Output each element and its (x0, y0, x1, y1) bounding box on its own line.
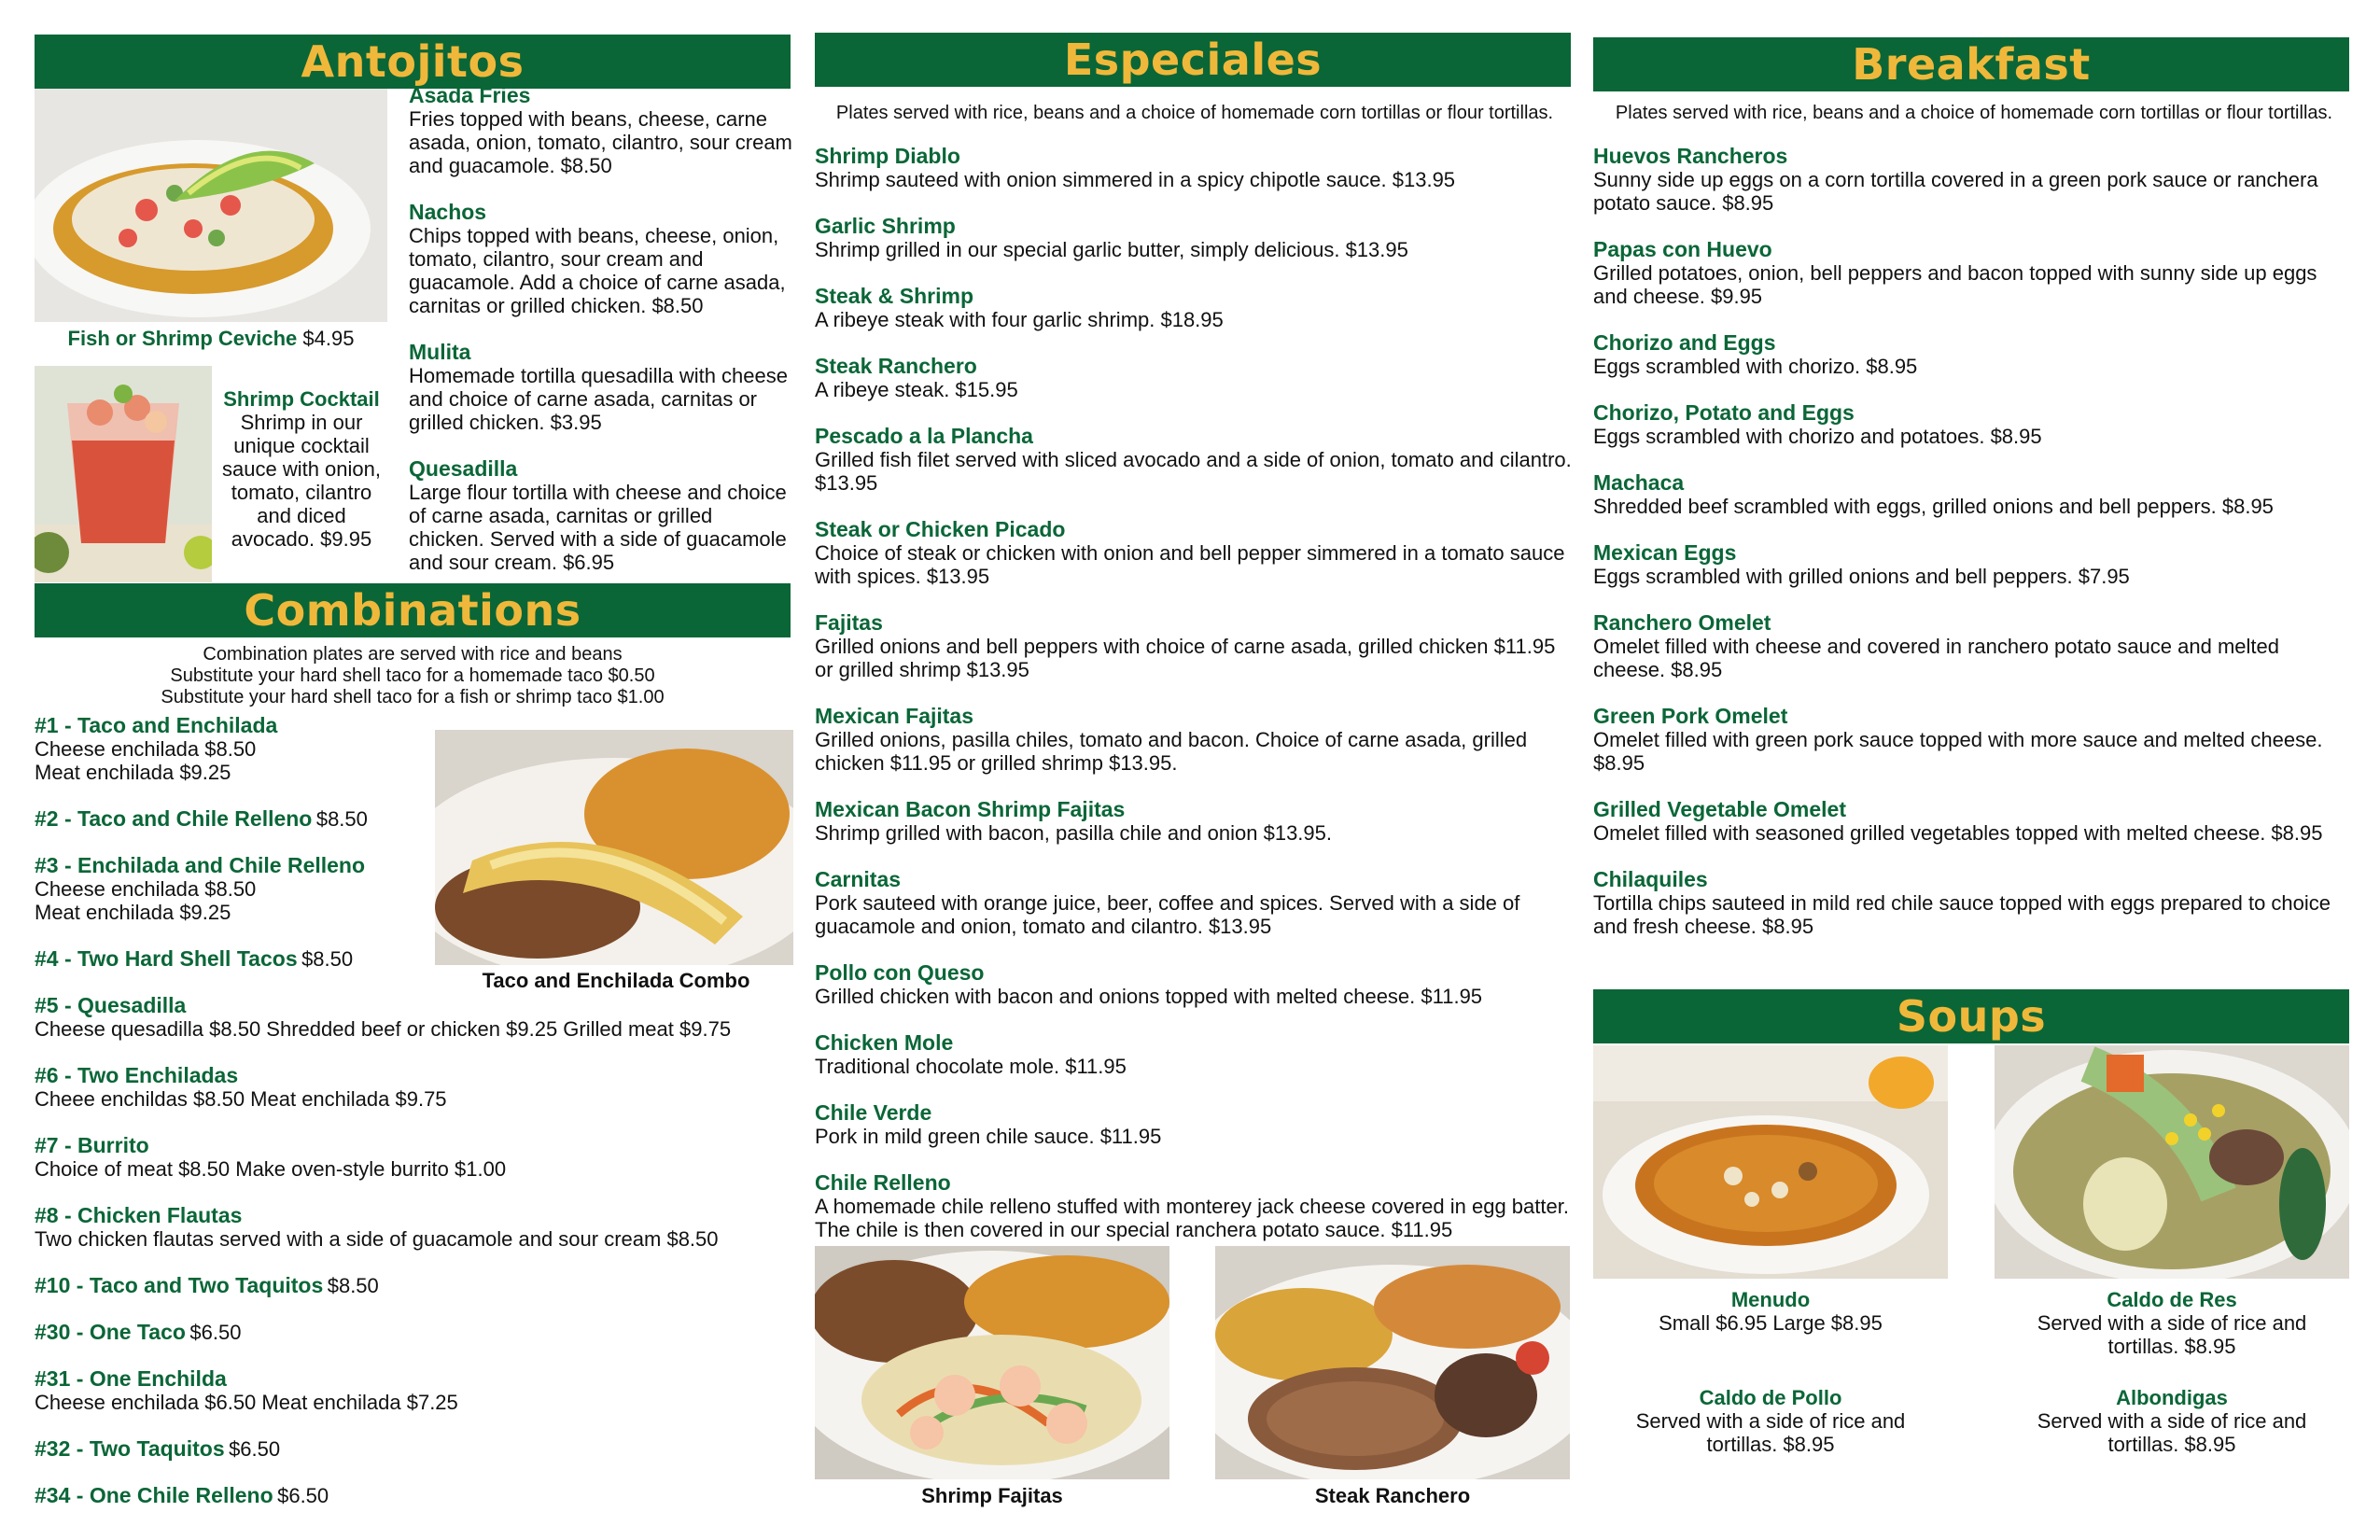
combo-item (35, 807, 800, 831)
especiales-title: Especiales (1063, 35, 1323, 85)
combo-item (35, 1204, 800, 1251)
item-desc: Cheese enchilada $8.50 Meat enchilada $9.25 (35, 877, 257, 924)
intro-line: Substitute your hard shell taco for a fish or shrimp taco $1.00 (161, 687, 665, 707)
item-name: #30 - One Taco (35, 1320, 186, 1344)
ceviche-price: $4.95 (302, 327, 355, 350)
especial-item (815, 215, 1575, 261)
item-name: Green Pork Omelet (1593, 704, 1788, 728)
especial-item (815, 1101, 1575, 1148)
breakfast-item (1593, 868, 2354, 938)
ceviche-name: Fish or Shrimp Ceviche (67, 327, 298, 350)
item-name: #6 - Two Enchiladas (35, 1063, 239, 1087)
item-name: Huevos Rancheros (1593, 144, 1788, 168)
breakfast-banner (1593, 37, 2349, 91)
especial-item (815, 705, 1575, 775)
item-name: Chilaquiles (1593, 867, 1708, 891)
item-name: #2 - Taco and Chile Relleno (35, 806, 313, 831)
ceviche-caption (35, 327, 387, 350)
combinations-list (35, 714, 800, 1507)
item-desc: Large flour tortilla with cheese and choice of carne asada, carnitas or grilled chicken. Served with a side of guacamole and sour cream. $6.95 (409, 481, 787, 574)
shrimp-fajitas-photo (815, 1246, 1169, 1479)
breakfast-item (1593, 145, 2354, 215)
soup-desc: Served with a side of rice and tortillas. $8.95 (2037, 1311, 2307, 1358)
item-price: $6.50 (229, 1437, 281, 1461)
item-desc: Cheese quesadilla $8.50 Shredded beef or chicken $9.25 Grilled meat $9.75 (35, 1017, 732, 1041)
item-desc: Tortilla chips sauteed in mild red chile sauce topped with eggs prepared to choice and fresh cheese. $8.95 (1593, 891, 2331, 938)
item-price: $6.50 (277, 1484, 329, 1507)
breakfast-title: Breakfast (1852, 39, 2091, 90)
item-name: Steak Ranchero (815, 354, 977, 378)
especial-item (815, 425, 1575, 495)
breakfast-item (1593, 401, 2354, 448)
soup-name: Menudo (1730, 1288, 1811, 1311)
soup-caldo-de-pollo (1626, 1386, 1915, 1456)
menudo-photo (1593, 1045, 1948, 1279)
item-name: Steak or Chicken Picado (815, 517, 1066, 541)
combinations-intro (35, 644, 791, 708)
item-name: #4 - Two Hard Shell Tacos (35, 946, 298, 971)
combo-item (35, 1321, 800, 1344)
combo-item (35, 854, 800, 924)
soup-name: Caldo de Res (2107, 1288, 2237, 1311)
item-desc: Eggs scrambled with chorizo and potatoes. $8.95 (1593, 425, 2042, 448)
soup-desc: Served with a side of rice and tortillas. $8.95 (2037, 1409, 2307, 1456)
especial-item (815, 1171, 1575, 1241)
breakfast-item (1593, 331, 2354, 378)
item-price: $8.50 (327, 1274, 379, 1297)
shrimp-cocktail-desc: Shrimp in our unique cocktail sauce with onion, tomato, cilantro and diced avocado. $9.95 (222, 411, 381, 551)
item-desc: Grilled onions and bell peppers with choice of carne asada, grilled chicken $11.95 or grilled shrimp $13.95 (815, 635, 1556, 681)
item-name: Fajitas (815, 610, 883, 635)
item-name: Asada Fries (409, 83, 531, 107)
combo-item (35, 1437, 800, 1461)
combo-item (35, 947, 800, 971)
item-name: Garlic Shrimp (815, 214, 956, 238)
item-name: Pollo con Queso (815, 960, 985, 985)
item-desc: Shrimp sauteed with onion simmered in a spicy chipotle sauce. $13.95 (815, 168, 1456, 191)
intro-line: Combination plates are served with rice and beans (203, 644, 623, 665)
item-name: #8 - Chicken Flautas (35, 1203, 243, 1227)
item-desc: Grilled chicken with bacon and onions topped with melted cheese. $11.95 (815, 985, 1483, 1008)
especiales-list (815, 145, 1575, 1241)
soup-desc: Served with a side of rice and tortillas. $8.95 (1635, 1409, 1906, 1456)
soup-name: Caldo de Pollo (1699, 1386, 1842, 1409)
breakfast-item (1593, 705, 2354, 775)
item-name: Carnitas (815, 867, 902, 891)
especial-item (815, 798, 1575, 845)
combinations-title: Combinations (244, 585, 581, 636)
item-desc: Eggs scrambled with grilled onions and bell peppers. $7.95 (1593, 565, 2130, 588)
breakfast-item (1593, 798, 2354, 845)
item-name: Grilled Vegetable Omelet (1593, 797, 1846, 821)
item-desc: Homemade tortilla quesadilla with cheese and choice of carne asada, carnitas or grilled chicken. $3.95 (409, 364, 788, 434)
steak-ranchero-photo (1215, 1246, 1570, 1479)
item-name: #3 - Enchilada and Chile Relleno (35, 853, 366, 877)
item-name: #1 - Taco and Enchilada (35, 713, 278, 737)
item-price: $6.50 (189, 1321, 242, 1344)
item-desc: Eggs scrambled with chorizo. $8.95 (1593, 355, 1918, 378)
item-desc: Pork in mild green chile sauce. $11.95 (815, 1125, 1162, 1148)
item-desc: A homemade chile relleno stuffed with monterey jack cheese covered in egg batter. The chile is then covered in our special ranchera potato sauce. $11.95 (815, 1195, 1569, 1241)
item-name: Chorizo and Eggs (1593, 330, 1776, 355)
item-name: #34 - One Chile Relleno (35, 1483, 273, 1507)
item-desc: A ribeye steak with four garlic shrimp. $18.95 (815, 308, 1224, 331)
item-desc: Grilled potatoes, onion, bell peppers and bacon topped with sunny side up eggs and cheese. $9.95 (1593, 261, 2317, 308)
item-name: #5 - Quesadilla (35, 993, 187, 1017)
especial-item (815, 961, 1575, 1008)
item-desc: Choice of steak or chicken with onion and bell pepper simmered in a tomato sauce with spices. $13.95 (815, 541, 1565, 588)
antojitos-list (409, 84, 793, 574)
item-name: Chile Verde (815, 1100, 932, 1125)
item-desc: Cheese enchilada $8.50 Meat enchilada $9.25 (35, 737, 257, 784)
especiales-intro: Plates served with rice, beans and a choice of homemade corn tortillas or flour tortillas. (835, 103, 1554, 123)
antojitos-title: Antojitos (301, 36, 525, 87)
item-desc: Shredded beef scrambled with eggs, grilled onions and bell peppers. $8.95 (1593, 495, 2274, 518)
item-desc: Shrimp grilled in our special garlic butter, simply delicious. $13.95 (815, 238, 1408, 261)
breakfast-item (1593, 541, 2354, 588)
item-desc: Chips topped with beans, cheese, onion, tomato, cilantro, sour cream and guacamole. Add a choice of carne asada, carnitas or grilled chicken. $8.50 (409, 224, 786, 317)
especial-item (815, 611, 1575, 681)
combo-item (35, 1064, 800, 1111)
item-name: Mexican Bacon Shrimp Fajitas (815, 797, 1126, 821)
especial-item (815, 285, 1575, 331)
item-name: Machaca (1593, 470, 1685, 495)
steak-ranchero-caption: Steak Ranchero (1314, 1484, 1471, 1507)
breakfast-intro: Plates served with rice, beans and a choice of homemade corn tortillas or flour tortillas. (1615, 103, 2333, 123)
item-name: Shrimp Diablo (815, 144, 960, 168)
item-desc: Sunny side up eggs on a corn tortilla covered in a green pork sauce or ranchera potato sauce. $8.95 (1593, 168, 2318, 215)
shrimp-fajitas-caption: Shrimp Fajitas (921, 1484, 1063, 1507)
shrimp-cocktail-block (213, 387, 390, 551)
item-name: #32 - Two Taquitos (35, 1436, 225, 1461)
soups-banner (1593, 989, 2349, 1043)
especiales-banner (815, 33, 1571, 87)
item-name: Mulita (409, 340, 471, 364)
combo-item (35, 1484, 800, 1507)
item-desc: Fries topped with beans, cheese, carne asada, onion, tomato, cilantro, sour cream and guacamole. $8.50 (409, 107, 792, 177)
breakfast-item (1593, 238, 2354, 308)
item-name: Ranchero Omelet (1593, 610, 1771, 635)
combo-item (35, 994, 800, 1041)
item-name: Steak & Shrimp (815, 284, 973, 308)
item-name: #10 - Taco and Two Taquitos (35, 1273, 324, 1297)
item-desc: Grilled fish filet served with sliced avocado and a side of onion, tomato and cilantro. $13.95 (815, 448, 1572, 495)
caldo-de-res-photo (1995, 1045, 2349, 1279)
soup-name: Albondigas (2116, 1386, 2228, 1409)
ceviche-photo (35, 89, 387, 322)
combinations-banner (35, 583, 791, 637)
item-desc: Cheee enchildas $8.50 Meat enchilada $9.75 (35, 1087, 447, 1111)
item-desc: Shrimp grilled with bacon, pasilla chile and onion $13.95. (815, 821, 1333, 845)
breakfast-item (1593, 611, 2354, 681)
especial-item (815, 355, 1575, 401)
item-price: $8.50 (315, 807, 368, 831)
combo-item (35, 1367, 800, 1414)
especial-item (815, 868, 1575, 938)
soups-title: Soups (1896, 991, 2047, 1042)
combo-item (35, 1274, 800, 1297)
item-desc: Cheese enchilada $6.50 Meat enchilada $7.25 (35, 1391, 458, 1414)
item-desc: Grilled onions, pasilla chiles, tomato and bacon. Choice of carne asada, grilled chicken $11.95 or grilled shrimp $13.95. (815, 728, 1528, 775)
soup-caldo-de-res (2027, 1288, 2317, 1358)
item-desc: Traditional chocolate mole. $11.95 (815, 1055, 1127, 1078)
item-desc: A ribeye steak. $15.95 (815, 378, 1018, 401)
breakfast-list (1593, 145, 2354, 938)
especial-item (815, 1031, 1575, 1078)
item-name: Quesadilla (409, 456, 518, 481)
combo-item (35, 714, 800, 784)
item-desc: Two chicken flautas served with a side of guacamole and sour cream $8.50 (35, 1227, 719, 1251)
item-desc: Omelet filled with cheese and covered in ranchero potato sauce and melted cheese. $8.95 (1593, 635, 2279, 681)
combo-item (35, 1134, 800, 1181)
intro-line: Substitute your hard shell taco for a homemade taco $0.50 (170, 665, 655, 686)
item-name: Nachos (409, 200, 487, 224)
antojitos-item (409, 84, 793, 177)
soup-albondigas (2027, 1386, 2317, 1456)
antojitos-item (409, 341, 793, 434)
shrimp-cocktail-photo (35, 366, 212, 582)
combo-photo-caption: Taco and Enchilada Combo (482, 969, 750, 992)
soup-menudo (1593, 1288, 1948, 1335)
item-name: Chile Relleno (815, 1170, 951, 1195)
item-name: Chorizo, Potato and Eggs (1593, 400, 1855, 425)
item-desc: Choice of meat $8.50 Make oven-style burrito $1.00 (35, 1157, 507, 1181)
item-name: Mexican Eggs (1593, 540, 1737, 565)
item-desc: Pork sauteed with orange juice, beer, coffee and spices. Served with a side of guacamole and onion, tomato and cilantro. $13.95 (815, 891, 1520, 938)
item-price: $8.50 (301, 947, 354, 971)
antojitos-item (409, 201, 793, 317)
item-desc: Omelet filled with green pork sauce topped with more sauce and melted cheese. $8.95 (1593, 728, 2323, 775)
shrimp-cocktail-name: Shrimp Cocktail (223, 387, 380, 411)
antojitos-banner (35, 35, 791, 89)
item-name: Mexican Fajitas (815, 704, 974, 728)
especial-item (815, 145, 1575, 191)
item-name: Papas con Huevo (1593, 237, 1772, 261)
item-name: Pescado a la Plancha (815, 424, 1033, 448)
especial-item (815, 518, 1575, 588)
item-desc: Omelet filled with seasoned grilled vegetables topped with melted cheese. $8.95 (1593, 821, 2323, 845)
item-name: Chicken Mole (815, 1030, 954, 1055)
antojitos-item (409, 457, 793, 574)
soup-desc: Small $6.95 Large $8.95 (1659, 1311, 1883, 1335)
item-name: #7 - Burrito (35, 1133, 149, 1157)
breakfast-item (1593, 471, 2354, 518)
item-name: #31 - One Enchilda (35, 1366, 227, 1391)
